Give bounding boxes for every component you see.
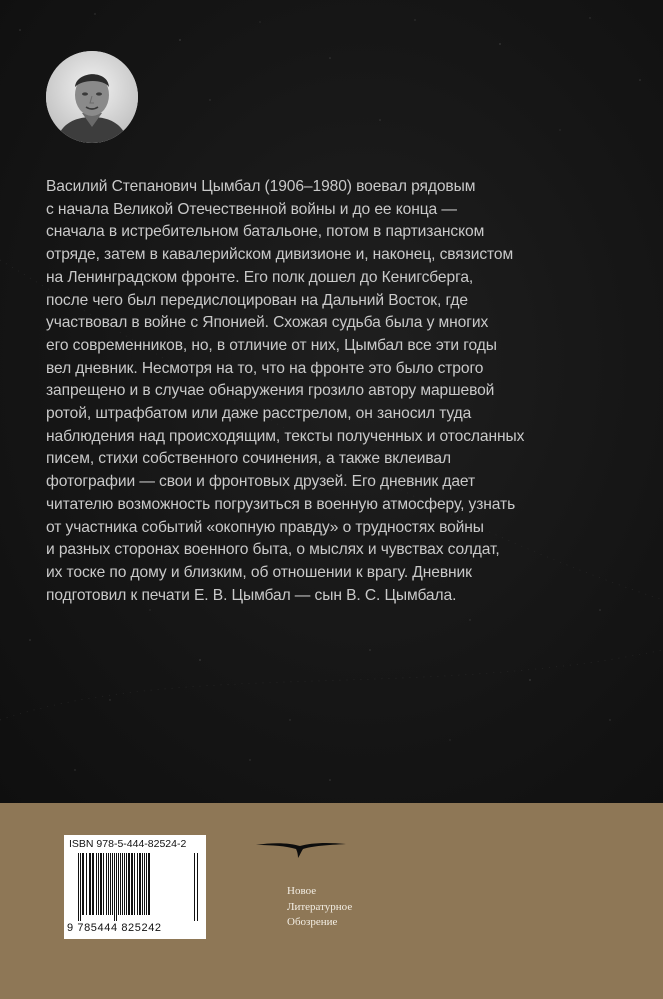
description-line: писем, стихи собственного сочинения, а также вклеивал <box>46 450 451 468</box>
description-line: и разных сторонах военного быта, о мыслях и чувствах солдат, <box>46 541 500 559</box>
barcode-bar <box>148 853 150 915</box>
publisher-name-line: Литературное <box>287 900 353 913</box>
barcode-bar <box>137 853 138 915</box>
description-line: от участника событий «окопную правду» о трудностях войны <box>46 518 484 536</box>
barcode-bar <box>144 853 145 915</box>
barcode-bar <box>78 853 79 921</box>
publisher-name <box>287 884 352 931</box>
barcode-bar <box>114 853 115 921</box>
barcode-bar <box>92 853 94 915</box>
description-line: ротой, штрафбатом или даже расстрелом, он заносил туда <box>46 405 472 423</box>
publisher-logo-icon <box>254 833 348 859</box>
portrait-photo-icon <box>46 51 138 143</box>
description-line: запрещено и в случае обнаружения грозило автору маршевой <box>46 382 495 400</box>
description-line: подготовил к печати Е. В. Цымбал — сын В. С. Цымбала. <box>46 586 457 604</box>
barcode-bar <box>82 853 84 915</box>
book-description <box>46 176 621 607</box>
author-portrait <box>46 51 138 143</box>
publisher-name-line: Обозрение <box>287 916 338 928</box>
barcode-bar <box>122 853 123 915</box>
description-line: читателю возможность погрузиться в военную атмосферу, узнать <box>46 495 516 513</box>
barcode-bar <box>96 853 97 915</box>
description-line: его современников, но, в отличие от них, Цымбал все эти годы <box>46 336 497 354</box>
publisher-name-line: Новое <box>287 885 317 897</box>
barcode-bar <box>134 853 135 915</box>
isbn-label: ISBN 978-5-444-82524-2 <box>69 838 187 850</box>
barcode-bars <box>76 853 200 921</box>
barcode-bar <box>124 853 125 915</box>
barcode-bar <box>112 853 113 915</box>
description-line: фотографии — свои и фронтовых друзей. Его дневник дает <box>46 473 476 491</box>
description-line: их тоске по дому и близким, об отношении к врагу. Дневник <box>46 563 472 581</box>
barcode-bar <box>197 853 198 921</box>
description-line: отряде, затем в кавалерийском дивизионе и, наконец, связистом <box>46 246 514 264</box>
barcode-bar <box>108 853 109 915</box>
barcode-bar <box>146 853 147 915</box>
description-line: вел дневник. Несмотря на то, что на фронте это было строго <box>46 359 484 377</box>
barcode-bar <box>86 853 87 915</box>
barcode-bar <box>100 853 102 915</box>
barcode-bar <box>98 853 99 915</box>
ean-digits: 9 785444 825242 <box>67 922 162 934</box>
barcode-bar <box>126 853 127 915</box>
barcode-bar <box>194 853 195 921</box>
barcode-bar <box>103 853 104 915</box>
barcode-bar <box>128 853 130 915</box>
description-line: сначала в истребительном батальоне, потом в партизанском <box>46 223 485 241</box>
barcode-bar <box>89 853 91 915</box>
barcode-bar <box>116 853 117 921</box>
isbn-barcode <box>64 835 206 939</box>
barcode-bar <box>120 853 121 915</box>
barcode-bar <box>80 853 81 921</box>
description-line: участвовал в войне с Японией. Схожая судьба была у многих <box>46 314 489 332</box>
barcode-bar <box>118 853 119 915</box>
description-line: с начала Великой Отечественной войны и до ее конца — <box>46 200 457 218</box>
description-line: после чего был передислоцирован на Дальний Восток, где <box>46 291 468 309</box>
barcode-bar <box>139 853 141 915</box>
barcode-bar <box>106 853 107 915</box>
description-line: наблюдения над происходящим, тексты полученных и отосланных <box>46 427 525 445</box>
barcode-bar <box>131 853 133 915</box>
description-line: Василий Степанович Цымбал (1906–1980) воевал рядовым <box>46 178 476 195</box>
description-line: на Ленинградском фронте. Его полк дошел до Кенигсберга, <box>46 268 474 286</box>
barcode-bar <box>110 853 111 915</box>
barcode-bar <box>142 853 143 915</box>
